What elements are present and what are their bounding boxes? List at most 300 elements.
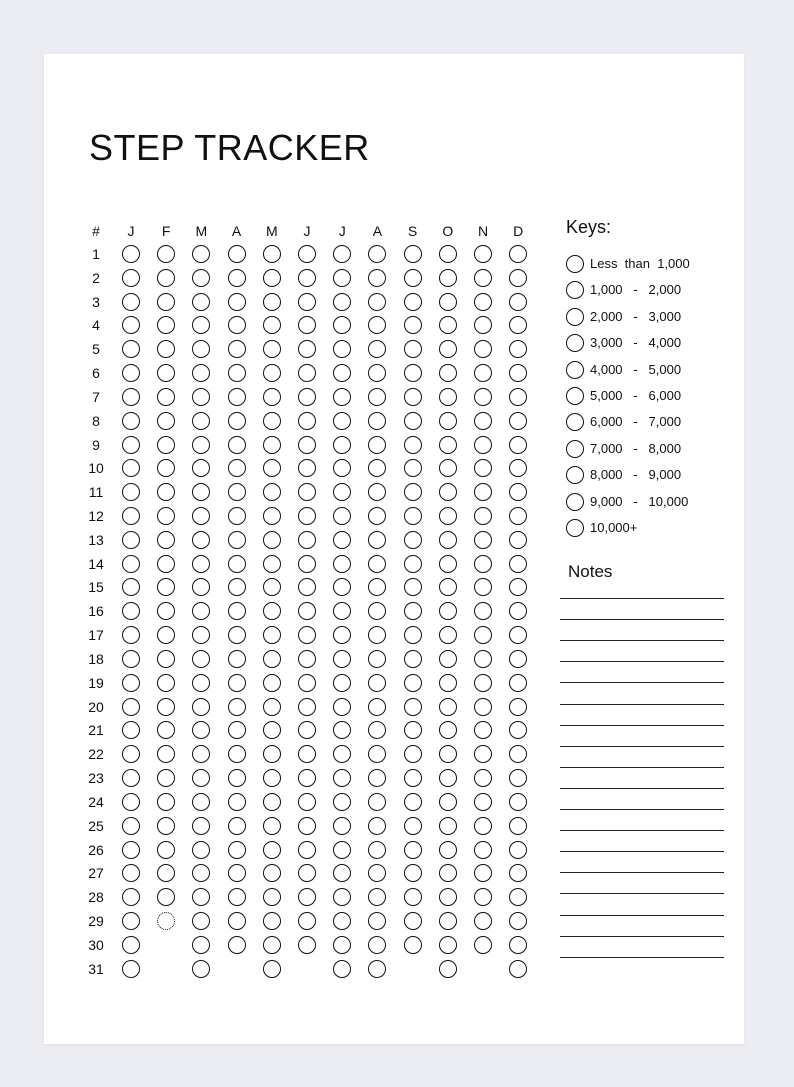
day-circle[interactable]	[474, 769, 492, 787]
day-circle[interactable]	[474, 626, 492, 644]
day-circle[interactable]	[228, 245, 246, 263]
day-circle[interactable]	[157, 555, 175, 573]
day-circle[interactable]	[228, 578, 246, 596]
day-circle[interactable]	[404, 912, 422, 930]
day-circle[interactable]	[263, 340, 281, 358]
day-circle[interactable]	[263, 269, 281, 287]
day-circle[interactable]	[474, 245, 492, 263]
day-circle[interactable]	[228, 602, 246, 620]
day-circle[interactable]	[404, 412, 422, 430]
day-circle[interactable]	[509, 745, 527, 763]
day-circle[interactable]	[404, 555, 422, 573]
day-circle[interactable]	[404, 293, 422, 311]
day-circle[interactable]	[122, 340, 140, 358]
day-circle[interactable]	[263, 841, 281, 859]
day-circle[interactable]	[333, 864, 351, 882]
day-circle[interactable]	[368, 316, 386, 334]
day-circle[interactable]	[368, 864, 386, 882]
day-circle[interactable]	[509, 507, 527, 525]
day-circle[interactable]	[509, 936, 527, 954]
day-circle[interactable]	[509, 888, 527, 906]
day-circle[interactable]	[474, 412, 492, 430]
day-circle[interactable]	[439, 674, 457, 692]
day-circle[interactable]	[368, 555, 386, 573]
day-circle[interactable]	[192, 340, 210, 358]
day-circle[interactable]	[192, 793, 210, 811]
day-circle[interactable]	[404, 817, 422, 835]
day-circle[interactable]	[157, 888, 175, 906]
day-circle[interactable]	[157, 650, 175, 668]
note-line[interactable]	[560, 809, 724, 810]
day-circle[interactable]	[228, 841, 246, 859]
day-circle[interactable]	[404, 793, 422, 811]
day-circle[interactable]	[122, 245, 140, 263]
day-circle[interactable]	[333, 960, 351, 978]
day-circle[interactable]	[228, 650, 246, 668]
day-circle[interactable]	[228, 698, 246, 716]
day-circle[interactable]	[298, 483, 316, 501]
day-circle[interactable]	[368, 626, 386, 644]
day-circle[interactable]	[192, 864, 210, 882]
day-circle[interactable]	[333, 793, 351, 811]
day-circle[interactable]	[439, 745, 457, 763]
day-circle[interactable]	[474, 936, 492, 954]
day-circle[interactable]	[263, 936, 281, 954]
day-circle[interactable]	[228, 936, 246, 954]
day-circle[interactable]	[228, 531, 246, 549]
day-circle[interactable]	[474, 912, 492, 930]
day-circle[interactable]	[263, 578, 281, 596]
day-circle[interactable]	[122, 888, 140, 906]
day-circle[interactable]	[298, 602, 316, 620]
day-circle[interactable]	[439, 483, 457, 501]
day-circle[interactable]	[157, 483, 175, 501]
day-circle[interactable]	[439, 531, 457, 549]
day-circle[interactable]	[333, 316, 351, 334]
day-circle[interactable]	[298, 817, 316, 835]
day-circle[interactable]	[368, 578, 386, 596]
day-circle[interactable]	[228, 316, 246, 334]
day-circle[interactable]	[122, 769, 140, 787]
day-circle[interactable]	[263, 412, 281, 430]
day-circle[interactable]	[509, 602, 527, 620]
day-circle[interactable]	[192, 602, 210, 620]
day-circle[interactable]	[157, 841, 175, 859]
day-circle[interactable]	[122, 364, 140, 382]
day-circle[interactable]	[263, 602, 281, 620]
day-circle[interactable]	[263, 817, 281, 835]
day-circle[interactable]	[157, 602, 175, 620]
day-circle[interactable]	[157, 745, 175, 763]
day-circle[interactable]	[122, 483, 140, 501]
day-circle[interactable]	[192, 269, 210, 287]
day-circle[interactable]	[439, 436, 457, 454]
day-circle[interactable]	[192, 293, 210, 311]
day-circle[interactable]	[509, 960, 527, 978]
day-circle[interactable]	[474, 864, 492, 882]
day-circle[interactable]	[263, 960, 281, 978]
day-circle[interactable]	[439, 650, 457, 668]
day-circle[interactable]	[439, 817, 457, 835]
day-circle[interactable]	[509, 555, 527, 573]
day-circle[interactable]	[122, 578, 140, 596]
day-circle[interactable]	[298, 436, 316, 454]
day-circle[interactable]	[368, 483, 386, 501]
day-circle[interactable]	[368, 912, 386, 930]
day-circle[interactable]	[157, 388, 175, 406]
day-circle[interactable]	[122, 960, 140, 978]
day-circle[interactable]	[368, 888, 386, 906]
day-circle[interactable]	[509, 841, 527, 859]
day-circle[interactable]	[192, 531, 210, 549]
day-circle[interactable]	[368, 793, 386, 811]
day-circle[interactable]	[404, 674, 422, 692]
day-circle[interactable]	[298, 245, 316, 263]
day-circle[interactable]	[263, 293, 281, 311]
day-circle[interactable]	[298, 912, 316, 930]
day-circle[interactable]	[228, 626, 246, 644]
day-circle[interactable]	[228, 769, 246, 787]
day-circle[interactable]	[509, 412, 527, 430]
day-circle[interactable]	[228, 912, 246, 930]
day-circle[interactable]	[157, 698, 175, 716]
day-circle[interactable]	[298, 674, 316, 692]
day-circle[interactable]	[263, 793, 281, 811]
note-line[interactable]	[560, 640, 724, 641]
day-circle[interactable]	[368, 817, 386, 835]
day-circle[interactable]	[404, 483, 422, 501]
day-circle[interactable]	[509, 459, 527, 477]
day-circle[interactable]	[509, 316, 527, 334]
day-circle[interactable]	[192, 817, 210, 835]
day-circle[interactable]	[474, 841, 492, 859]
day-circle[interactable]	[228, 793, 246, 811]
note-line[interactable]	[560, 788, 724, 789]
day-circle[interactable]	[192, 436, 210, 454]
day-circle[interactable]	[122, 412, 140, 430]
day-circle[interactable]	[474, 293, 492, 311]
day-circle[interactable]	[263, 507, 281, 525]
day-circle[interactable]	[439, 698, 457, 716]
day-circle[interactable]	[404, 507, 422, 525]
day-circle[interactable]	[298, 864, 316, 882]
day-circle[interactable]	[192, 888, 210, 906]
day-circle[interactable]	[157, 674, 175, 692]
day-circle[interactable]	[192, 364, 210, 382]
day-circle[interactable]	[228, 674, 246, 692]
day-circle[interactable]	[404, 864, 422, 882]
day-circle[interactable]	[298, 459, 316, 477]
day-circle[interactable]	[404, 436, 422, 454]
day-circle[interactable]	[333, 459, 351, 477]
day-circle[interactable]	[439, 293, 457, 311]
key-circle[interactable]	[566, 334, 584, 352]
day-circle[interactable]	[157, 721, 175, 739]
day-circle[interactable]	[157, 626, 175, 644]
day-circle[interactable]	[474, 531, 492, 549]
day-circle[interactable]	[368, 674, 386, 692]
day-circle[interactable]	[122, 602, 140, 620]
day-circle[interactable]	[439, 316, 457, 334]
day-circle[interactable]	[333, 578, 351, 596]
day-circle[interactable]	[122, 626, 140, 644]
day-circle[interactable]	[333, 555, 351, 573]
day-circle[interactable]	[228, 436, 246, 454]
day-circle[interactable]	[157, 507, 175, 525]
key-circle[interactable]	[566, 413, 584, 431]
day-circle[interactable]	[368, 412, 386, 430]
day-circle[interactable]	[192, 650, 210, 668]
day-circle[interactable]	[157, 817, 175, 835]
day-circle[interactable]	[509, 721, 527, 739]
day-circle[interactable]	[368, 507, 386, 525]
note-line[interactable]	[560, 915, 724, 916]
day-circle[interactable]	[122, 674, 140, 692]
day-circle[interactable]	[228, 483, 246, 501]
day-circle[interactable]	[474, 602, 492, 620]
day-circle[interactable]	[368, 436, 386, 454]
day-circle[interactable]	[509, 769, 527, 787]
day-circle[interactable]	[157, 459, 175, 477]
day-circle[interactable]	[192, 388, 210, 406]
day-circle[interactable]	[474, 578, 492, 596]
day-circle[interactable]	[298, 340, 316, 358]
day-circle[interactable]	[298, 316, 316, 334]
day-circle[interactable]	[368, 340, 386, 358]
day-circle[interactable]	[439, 793, 457, 811]
day-circle[interactable]	[404, 769, 422, 787]
day-circle[interactable]	[157, 340, 175, 358]
day-circle[interactable]	[263, 864, 281, 882]
key-circle[interactable]	[566, 466, 584, 484]
day-circle[interactable]	[509, 817, 527, 835]
day-circle[interactable]	[192, 698, 210, 716]
day-circle[interactable]	[228, 459, 246, 477]
day-circle[interactable]	[439, 555, 457, 573]
day-circle[interactable]	[228, 507, 246, 525]
day-circle[interactable]	[192, 245, 210, 263]
day-circle[interactable]	[368, 269, 386, 287]
day-circle[interactable]	[192, 459, 210, 477]
day-circle[interactable]	[333, 626, 351, 644]
day-circle[interactable]	[509, 650, 527, 668]
day-circle[interactable]	[122, 841, 140, 859]
day-circle[interactable]	[368, 245, 386, 263]
day-circle[interactable]	[404, 269, 422, 287]
day-circle[interactable]	[122, 531, 140, 549]
day-circle[interactable]	[298, 555, 316, 573]
day-circle[interactable]	[333, 245, 351, 263]
day-circle[interactable]	[263, 388, 281, 406]
day-circle[interactable]	[509, 269, 527, 287]
note-line[interactable]	[560, 661, 724, 662]
day-circle[interactable]	[439, 269, 457, 287]
day-circle[interactable]	[509, 793, 527, 811]
note-line[interactable]	[560, 619, 724, 620]
day-circle[interactable]	[404, 626, 422, 644]
day-circle[interactable]	[333, 293, 351, 311]
day-circle[interactable]	[333, 721, 351, 739]
day-circle[interactable]	[509, 293, 527, 311]
day-circle[interactable]	[122, 864, 140, 882]
day-circle[interactable]	[439, 364, 457, 382]
day-circle[interactable]	[509, 626, 527, 644]
note-line[interactable]	[560, 704, 724, 705]
day-circle[interactable]	[404, 888, 422, 906]
day-circle[interactable]	[192, 555, 210, 573]
day-circle[interactable]	[368, 936, 386, 954]
day-circle[interactable]	[122, 745, 140, 763]
day-circle[interactable]	[122, 650, 140, 668]
day-circle[interactable]	[192, 745, 210, 763]
day-circle[interactable]	[333, 841, 351, 859]
day-circle[interactable]	[333, 531, 351, 549]
day-circle[interactable]	[298, 269, 316, 287]
day-circle[interactable]	[157, 793, 175, 811]
day-circle[interactable]	[192, 674, 210, 692]
day-circle[interactable]	[368, 650, 386, 668]
day-circle[interactable]	[333, 912, 351, 930]
day-circle[interactable]	[298, 936, 316, 954]
day-circle[interactable]	[439, 388, 457, 406]
day-circle[interactable]	[404, 721, 422, 739]
key-circle[interactable]	[566, 519, 584, 537]
day-circle[interactable]	[439, 459, 457, 477]
note-line[interactable]	[560, 893, 724, 894]
day-circle[interactable]	[333, 769, 351, 787]
day-circle[interactable]	[509, 912, 527, 930]
day-circle[interactable]	[157, 245, 175, 263]
day-circle[interactable]	[192, 483, 210, 501]
day-circle[interactable]	[192, 841, 210, 859]
key-circle[interactable]	[566, 387, 584, 405]
day-circle[interactable]	[333, 602, 351, 620]
day-circle[interactable]	[298, 745, 316, 763]
day-circle[interactable]	[263, 626, 281, 644]
day-circle[interactable]	[474, 436, 492, 454]
day-circle[interactable]	[228, 745, 246, 763]
day-circle[interactable]	[298, 721, 316, 739]
day-circle[interactable]	[228, 364, 246, 382]
day-circle[interactable]	[333, 817, 351, 835]
day-circle[interactable]	[333, 483, 351, 501]
day-circle[interactable]	[474, 316, 492, 334]
day-circle[interactable]	[122, 507, 140, 525]
day-circle[interactable]	[263, 364, 281, 382]
day-circle[interactable]	[263, 483, 281, 501]
day-circle[interactable]	[404, 245, 422, 263]
day-circle[interactable]	[474, 555, 492, 573]
day-circle[interactable]	[404, 316, 422, 334]
day-circle[interactable]	[298, 364, 316, 382]
note-line[interactable]	[560, 872, 724, 873]
key-circle[interactable]	[566, 281, 584, 299]
note-line[interactable]	[560, 957, 724, 958]
day-circle[interactable]	[474, 721, 492, 739]
note-line[interactable]	[560, 936, 724, 937]
day-circle[interactable]	[263, 698, 281, 716]
day-circle[interactable]	[122, 721, 140, 739]
day-circle[interactable]	[157, 864, 175, 882]
day-circle[interactable]	[439, 412, 457, 430]
day-circle[interactable]	[298, 412, 316, 430]
day-circle[interactable]	[298, 388, 316, 406]
day-circle[interactable]	[509, 864, 527, 882]
day-circle[interactable]	[439, 245, 457, 263]
day-circle[interactable]	[404, 698, 422, 716]
day-circle[interactable]	[439, 507, 457, 525]
day-circle[interactable]	[509, 388, 527, 406]
day-circle[interactable]	[122, 793, 140, 811]
day-circle[interactable]	[192, 507, 210, 525]
day-circle[interactable]	[509, 531, 527, 549]
day-circle[interactable]	[509, 364, 527, 382]
day-circle[interactable]	[298, 698, 316, 716]
day-circle[interactable]	[157, 436, 175, 454]
day-circle[interactable]	[333, 674, 351, 692]
day-circle[interactable]	[157, 269, 175, 287]
day-circle[interactable]	[228, 864, 246, 882]
day-circle[interactable]	[404, 364, 422, 382]
day-circle[interactable]	[122, 817, 140, 835]
day-circle[interactable]	[404, 650, 422, 668]
day-circle[interactable]	[439, 340, 457, 358]
day-circle[interactable]	[263, 769, 281, 787]
day-circle[interactable]	[228, 817, 246, 835]
day-circle[interactable]	[439, 841, 457, 859]
note-line[interactable]	[560, 767, 724, 768]
day-circle[interactable]	[263, 912, 281, 930]
day-circle[interactable]	[333, 412, 351, 430]
day-circle[interactable]	[509, 578, 527, 596]
day-circle[interactable]	[192, 960, 210, 978]
day-circle[interactable]	[368, 364, 386, 382]
day-circle[interactable]	[122, 316, 140, 334]
day-circle[interactable]	[404, 578, 422, 596]
day-circle[interactable]	[404, 602, 422, 620]
day-circle[interactable]	[228, 388, 246, 406]
day-circle[interactable]	[368, 769, 386, 787]
day-circle[interactable]	[298, 841, 316, 859]
day-circle[interactable]	[157, 531, 175, 549]
key-circle[interactable]	[566, 493, 584, 511]
note-line[interactable]	[560, 598, 724, 599]
day-circle[interactable]	[157, 769, 175, 787]
day-circle[interactable]	[157, 412, 175, 430]
key-circle[interactable]	[566, 255, 584, 273]
day-circle[interactable]	[474, 745, 492, 763]
day-circle[interactable]	[404, 340, 422, 358]
day-circle[interactable]	[474, 388, 492, 406]
day-circle[interactable]	[474, 817, 492, 835]
day-circle[interactable]	[298, 507, 316, 525]
day-circle[interactable]	[474, 698, 492, 716]
day-circle[interactable]	[192, 721, 210, 739]
day-circle[interactable]	[122, 388, 140, 406]
day-circle[interactable]	[333, 698, 351, 716]
day-circle[interactable]	[474, 674, 492, 692]
note-line[interactable]	[560, 830, 724, 831]
day-circle[interactable]	[368, 602, 386, 620]
day-circle[interactable]	[157, 364, 175, 382]
day-circle[interactable]	[368, 531, 386, 549]
day-circle[interactable]	[404, 745, 422, 763]
day-circle[interactable]	[192, 412, 210, 430]
day-circle[interactable]	[263, 245, 281, 263]
key-circle[interactable]	[566, 440, 584, 458]
day-circle[interactable]	[368, 721, 386, 739]
day-circle[interactable]	[368, 841, 386, 859]
